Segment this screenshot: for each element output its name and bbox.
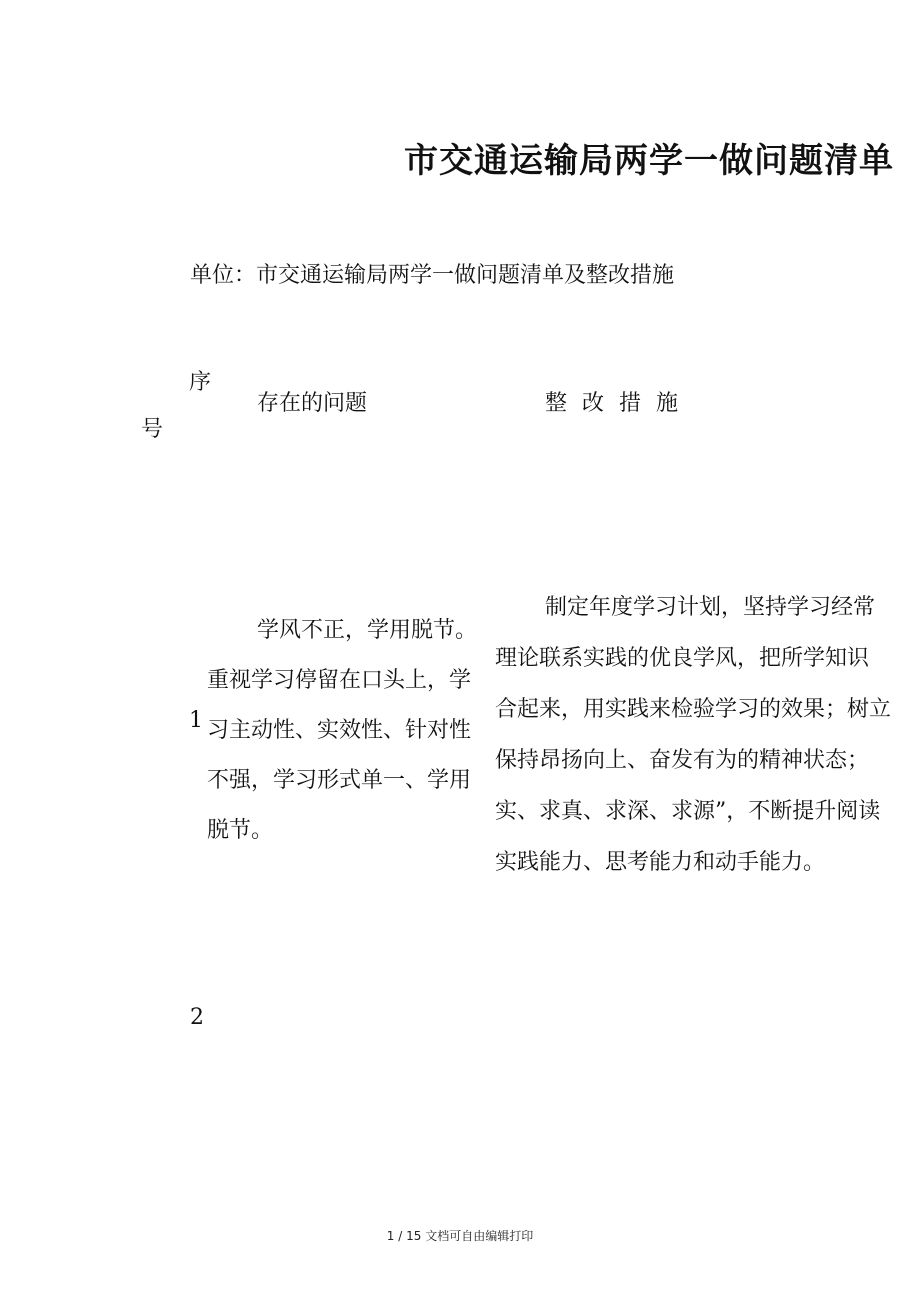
row-1-measure-line: 制定年度学习计划，坚持学习经常 [545, 595, 876, 620]
row-2-number: 2 [190, 1005, 204, 1030]
row-1-measure-line: 保持昂扬向上、奋发有为的精神状态； [495, 748, 870, 773]
page-footer: 1 / 15 文档可自由编辑打印 [386, 1229, 534, 1243]
header-seq-part2: 号 [141, 417, 164, 442]
row-1-number: 1 [189, 708, 203, 733]
row-1-problem-line: 脱节。 [207, 818, 274, 843]
row-1-measure-line: 合起来，用实践来检验学习的效果；树立 [495, 697, 892, 722]
row-1-problem-line: 习主动性、实效性、针对性 [207, 718, 472, 743]
row-1-problem-line: 学风不正，学用脱节。 [257, 618, 478, 643]
row-1-measure [495, 582, 920, 888]
header-measure: 整 改 措 施 [545, 391, 682, 416]
unit-line: 单位：市交通运输局两学一做问题清单及整改措施 [190, 263, 675, 288]
row-1-measure-line: 实践能力、思考能力和动手能力。 [495, 850, 826, 875]
row-1-problem [207, 606, 497, 856]
row-1-measure-line: 实、求真、求深、求源”，不断提升阅读 [495, 799, 881, 824]
header-seq-part1: 序 [189, 370, 212, 395]
document-title: 市交通运输局两学一做问题清单 [404, 141, 894, 181]
row-1-problem-line: 重视学习停留在口头上，学 [207, 668, 472, 693]
header-problem: 存在的问题 [257, 391, 368, 416]
row-1-problem-line: 不强，学习形式单一、学用 [207, 768, 472, 793]
row-1-measure-line: 理论联系实践的优良学风，把所学知识 [495, 646, 870, 671]
